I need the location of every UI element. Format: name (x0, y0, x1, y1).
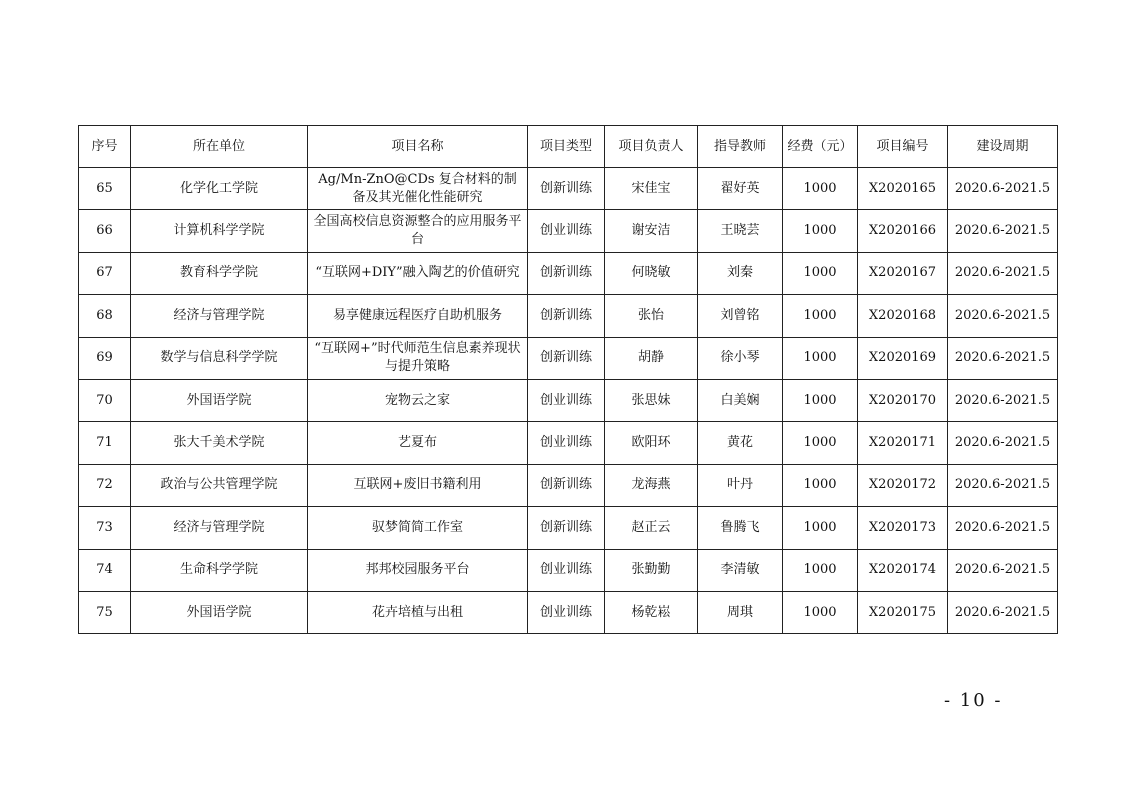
cell-funding: 1000 (783, 464, 858, 506)
header-funding: 经费（元） (783, 126, 858, 168)
cell-period: 2020.6-2021.5 (948, 337, 1058, 379)
cell-period: 2020.6-2021.5 (948, 379, 1058, 421)
cell-period: 2020.6-2021.5 (948, 464, 1058, 506)
table-row (79, 168, 1058, 210)
cell-period: 2020.6-2021.5 (948, 422, 1058, 464)
header-code: 项目编号 (858, 126, 948, 168)
cell-code: X2020173 (858, 507, 948, 549)
cell-unit: 经济与管理学院 (131, 507, 308, 549)
header-name: 项目名称 (308, 126, 528, 168)
cell-advisor: 李清敏 (698, 549, 783, 591)
cell-leader: 谢安洁 (605, 210, 698, 252)
cell-no: 68 (79, 295, 131, 337)
cell-funding: 1000 (783, 422, 858, 464)
cell-unit: 计算机科学学院 (131, 210, 308, 252)
cell-unit: 外国语学院 (131, 379, 308, 421)
cell-no: 71 (79, 422, 131, 464)
cell-type: 创新训练 (528, 252, 605, 294)
cell-advisor: 白美娴 (698, 379, 783, 421)
project-table (78, 125, 1058, 634)
cell-funding: 1000 (783, 379, 858, 421)
cell-funding: 1000 (783, 549, 858, 591)
table-row (79, 337, 1058, 379)
cell-advisor: 叶丹 (698, 464, 783, 506)
cell-unit: 经济与管理学院 (131, 295, 308, 337)
cell-code: X2020172 (858, 464, 948, 506)
cell-funding: 1000 (783, 295, 858, 337)
cell-name: 花卉培植与出租 (308, 591, 528, 633)
table-row (79, 507, 1058, 549)
cell-advisor: 周琪 (698, 591, 783, 633)
cell-no: 70 (79, 379, 131, 421)
page-number: - 10 - (944, 690, 1003, 711)
cell-name: 宠物云之家 (308, 379, 528, 421)
header-unit: 所在单位 (131, 126, 308, 168)
table-row (79, 591, 1058, 633)
cell-no: 65 (79, 168, 131, 210)
cell-leader: 杨乾崧 (605, 591, 698, 633)
cell-type: 创新训练 (528, 295, 605, 337)
header-type: 项目类型 (528, 126, 605, 168)
cell-code: X2020171 (858, 422, 948, 464)
cell-leader: 欧阳环 (605, 422, 698, 464)
cell-name: 易享健康远程医疗自助机服务 (308, 295, 528, 337)
cell-code: X2020169 (858, 337, 948, 379)
cell-code: X2020170 (858, 379, 948, 421)
cell-name: 驭梦简简工作室 (308, 507, 528, 549)
cell-funding: 1000 (783, 337, 858, 379)
cell-leader: 张思妹 (605, 379, 698, 421)
cell-unit: 生命科学学院 (131, 549, 308, 591)
cell-no: 67 (79, 252, 131, 294)
cell-advisor: 王晓芸 (698, 210, 783, 252)
cell-type: 创新训练 (528, 464, 605, 506)
cell-unit: 数学与信息科学学院 (131, 337, 308, 379)
cell-advisor: 徐小琴 (698, 337, 783, 379)
header-no: 序号 (79, 126, 131, 168)
cell-unit: 外国语学院 (131, 591, 308, 633)
cell-funding: 1000 (783, 210, 858, 252)
cell-period: 2020.6-2021.5 (948, 210, 1058, 252)
table-row (79, 549, 1058, 591)
cell-funding: 1000 (783, 507, 858, 549)
table-row (79, 252, 1058, 294)
cell-code: X2020166 (858, 210, 948, 252)
cell-unit: 张大千美术学院 (131, 422, 308, 464)
cell-leader: 何晓敏 (605, 252, 698, 294)
cell-funding: 1000 (783, 252, 858, 294)
cell-period: 2020.6-2021.5 (948, 507, 1058, 549)
cell-name: 全国高校信息资源整合的应用服务平台 (308, 210, 528, 252)
table-row (79, 295, 1058, 337)
cell-funding: 1000 (783, 168, 858, 210)
cell-leader: 龙海燕 (605, 464, 698, 506)
cell-type: 创新训练 (528, 337, 605, 379)
table-row (79, 422, 1058, 464)
cell-type: 创业训练 (528, 422, 605, 464)
cell-advisor: 黄花 (698, 422, 783, 464)
cell-code: X2020167 (858, 252, 948, 294)
cell-type: 创业训练 (528, 591, 605, 633)
cell-leader: 张怡 (605, 295, 698, 337)
table-row (79, 464, 1058, 506)
cell-code: X2020175 (858, 591, 948, 633)
header-leader: 项目负责人 (605, 126, 698, 168)
cell-no: 73 (79, 507, 131, 549)
cell-type: 创新训练 (528, 168, 605, 210)
cell-funding: 1000 (783, 591, 858, 633)
table-row (79, 379, 1058, 421)
cell-period: 2020.6-2021.5 (948, 549, 1058, 591)
cell-unit: 教育科学学院 (131, 252, 308, 294)
cell-name: 互联网+废旧书籍利用 (308, 464, 528, 506)
cell-leader: 赵正云 (605, 507, 698, 549)
cell-period: 2020.6-2021.5 (948, 591, 1058, 633)
cell-leader: 张勤勤 (605, 549, 698, 591)
cell-advisor: 刘曾铭 (698, 295, 783, 337)
cell-code: X2020174 (858, 549, 948, 591)
table-header-row (79, 126, 1058, 168)
cell-advisor: 翟好英 (698, 168, 783, 210)
cell-no: 69 (79, 337, 131, 379)
cell-unit: 政治与公共管理学院 (131, 464, 308, 506)
cell-type: 创新训练 (528, 507, 605, 549)
cell-no: 75 (79, 591, 131, 633)
table-row (79, 210, 1058, 252)
cell-name: “互联网+”时代师范生信息素养现状与提升策略 (308, 337, 528, 379)
cell-type: 创业训练 (528, 379, 605, 421)
cell-advisor: 鲁腾飞 (698, 507, 783, 549)
cell-name: Ag/Mn-ZnO@CDs 复合材料的制备及其光催化性能研究 (308, 168, 528, 210)
cell-name: 艺夏布 (308, 422, 528, 464)
cell-no: 72 (79, 464, 131, 506)
cell-no: 74 (79, 549, 131, 591)
header-advisor: 指导教师 (698, 126, 783, 168)
cell-leader: 胡静 (605, 337, 698, 379)
cell-unit: 化学化工学院 (131, 168, 308, 210)
cell-name: 邦邦校园服务平台 (308, 549, 528, 591)
cell-period: 2020.6-2021.5 (948, 168, 1058, 210)
cell-type: 创业训练 (528, 549, 605, 591)
cell-name: “互联网+DIY”融入陶艺的价值研究 (308, 252, 528, 294)
cell-code: X2020165 (858, 168, 948, 210)
cell-type: 创业训练 (528, 210, 605, 252)
cell-no: 66 (79, 210, 131, 252)
cell-leader: 宋佳宝 (605, 168, 698, 210)
cell-period: 2020.6-2021.5 (948, 295, 1058, 337)
cell-period: 2020.6-2021.5 (948, 252, 1058, 294)
cell-advisor: 刘秦 (698, 252, 783, 294)
header-period: 建设周期 (948, 126, 1058, 168)
cell-code: X2020168 (858, 295, 948, 337)
